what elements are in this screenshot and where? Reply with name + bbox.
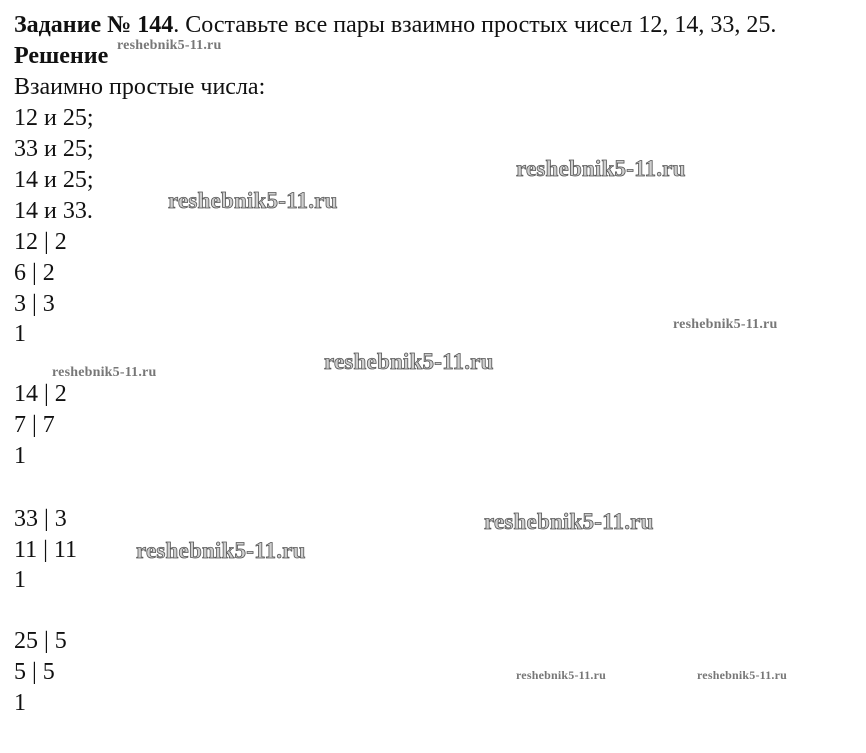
task-label: Задание № 144 (14, 12, 174, 38)
factorization-12-row-4: 1 (14, 321, 26, 347)
watermark: reshebnik5-11.ru (484, 509, 654, 534)
factorization-25-row-1: 25 | 5 (14, 628, 67, 654)
pair-4: 14 и 33. (14, 198, 93, 224)
watermark: reshebnik5-11.ru (136, 538, 306, 563)
factorization-25-row-3: 1 (14, 690, 26, 716)
pair-2: 33 и 25; (14, 136, 94, 162)
factorization-14-row-1: 14 | 2 (14, 381, 67, 407)
watermark: reshebnik5-11.ru (516, 668, 606, 682)
solution-heading: Решение (14, 43, 109, 69)
watermark: reshebnik5-11.ru (324, 349, 494, 374)
watermark: reshebnik5-11.ru (673, 317, 778, 332)
watermark: reshebnik5-11.ru (52, 365, 157, 380)
pair-3: 14 и 25; (14, 167, 94, 193)
intro-text: Взаимно простые числа: (14, 74, 266, 100)
task-text: . Составьте все пары взаимно простых чисел 12, 14, 33, 25. (173, 12, 777, 38)
pair-1: 12 и 25; (14, 105, 94, 131)
task-title (14, 10, 776, 40)
factorization-12-row-1: 12 | 2 (14, 229, 67, 255)
watermark: reshebnik5-11.ru (516, 156, 686, 181)
factorization-12-row-2: 6 | 2 (14, 260, 55, 286)
factorization-14-row-2: 7 | 7 (14, 412, 55, 438)
factorization-12-row-3: 3 | 3 (14, 291, 55, 317)
watermark: reshebnik5-11.ru (168, 188, 338, 213)
factorization-33-row-2: 11 | 11 (14, 537, 78, 563)
watermark: reshebnik5-11.ru (697, 668, 787, 682)
factorization-25-row-2: 5 | 5 (14, 659, 55, 685)
watermark: reshebnik5-11.ru (117, 38, 222, 53)
factorization-33-row-3: 1 (14, 567, 26, 593)
factorization-33-row-1: 33 | 3 (14, 506, 67, 532)
factorization-14-row-3: 1 (14, 443, 26, 469)
